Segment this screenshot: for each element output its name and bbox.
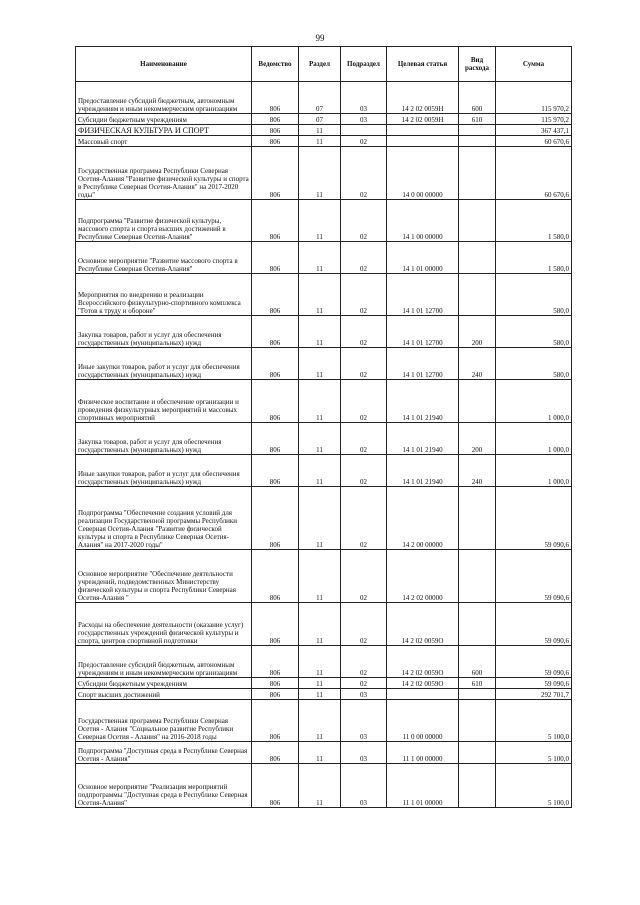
cell-subsection: 03 (341, 689, 387, 700)
cell-target-article: 11 0 00 00000 (387, 700, 459, 742)
cell-name: Иные закупки товаров, работ и услуг для обеспечения государственных (муниципальных) нужд (76, 348, 252, 380)
cell-expense-type: 610 (459, 678, 496, 689)
cell-name: Массовый спорт (76, 136, 252, 147)
cell-name: Спорт высших достижений (76, 689, 252, 700)
cell-department: 806 (252, 550, 299, 603)
cell-expense-type (459, 742, 496, 764)
table-row (76, 550, 572, 603)
cell-section: 11 (299, 125, 341, 136)
cell-department: 806 (252, 136, 299, 147)
table-row (76, 274, 572, 316)
cell-expense-type: 610 (459, 114, 496, 125)
cell-target-article (387, 125, 459, 136)
cell-sum: 5 100,0 (496, 700, 572, 742)
cell-sum: 59 090,6 (496, 550, 572, 603)
cell-subsection: 02 (341, 316, 387, 348)
cell-subsection: 02 (341, 242, 387, 274)
header-section: Раздел (299, 47, 341, 82)
cell-name: Закупка товаров, работ и услуг для обеспечения государственных (муниципальных) нужд (76, 316, 252, 348)
cell-section: 11 (299, 603, 341, 646)
cell-sum: 1 580,0 (496, 242, 572, 274)
table-row (76, 200, 572, 242)
header-subsection: Подраздел (341, 47, 387, 82)
cell-sum: 115 970,2 (496, 82, 572, 114)
cell-section: 11 (299, 646, 341, 678)
cell-section: 11 (299, 455, 341, 487)
table-row (76, 742, 572, 764)
cell-target-article: 14 1 01 21940 (387, 423, 459, 455)
header-sum: Сумма (496, 47, 572, 82)
cell-section: 11 (299, 274, 341, 316)
cell-expense-type (459, 550, 496, 603)
header-expense-type: Вид расхода (459, 47, 496, 82)
cell-department: 806 (252, 147, 299, 200)
table-row (76, 646, 572, 678)
cell-section: 11 (299, 200, 341, 242)
table-row (76, 678, 572, 689)
cell-section: 11 (299, 764, 341, 808)
cell-sum: 60 670,6 (496, 147, 572, 200)
cell-section: 11 (299, 136, 341, 147)
cell-department: 806 (252, 678, 299, 689)
cell-subsection: 02 (341, 423, 387, 455)
table-row (76, 764, 572, 808)
cell-department: 806 (252, 700, 299, 742)
cell-sum: 1 000,0 (496, 455, 572, 487)
cell-expense-type (459, 136, 496, 147)
cell-subsection: 02 (341, 147, 387, 200)
cell-expense-type (459, 147, 496, 200)
cell-section: 11 (299, 316, 341, 348)
cell-expense-type (459, 274, 496, 316)
cell-target-article: 11 1 00 00000 (387, 742, 459, 764)
cell-section: 07 (299, 82, 341, 114)
cell-department: 806 (252, 764, 299, 808)
cell-name: Физическое воспитание и обеспечение организации и проведения физкультурных мероприятий и массовых спортивных мероприятий (76, 380, 252, 423)
cell-expense-type: 600 (459, 646, 496, 678)
cell-sum: 5 100,0 (496, 764, 572, 808)
table-row (76, 380, 572, 423)
cell-sum: 1 000,0 (496, 380, 572, 423)
cell-section: 11 (299, 348, 341, 380)
cell-sum: 5 100,0 (496, 742, 572, 764)
cell-subsection (341, 125, 387, 136)
cell-target-article: 14 1 01 00000 (387, 242, 459, 274)
cell-name: Субсидии бюджетным учреждениям (76, 678, 252, 689)
table-row (76, 700, 572, 742)
cell-name: Закупка товаров, работ и услуг для обеспечения государственных (муниципальных) нужд (76, 423, 252, 455)
cell-target-article: 14 2 02 0059О (387, 646, 459, 678)
cell-name: Основное мероприятие "Реализация мероприятий подпрограммы "Доступная среда в Республике Северная Осетия-Алания" (76, 764, 252, 808)
cell-target-article: 14 1 01 12700 (387, 348, 459, 380)
cell-sum: 59 090,6 (496, 646, 572, 678)
cell-subsection: 02 (341, 274, 387, 316)
cell-name: Основное мероприятие "Обеспечение деятельности учреждений, подведомственных Министерству физической культуры и спорта Республики Северная Осетия-Алания " (76, 550, 252, 603)
cell-sum: 1 000,0 (496, 423, 572, 455)
cell-section: 11 (299, 742, 341, 764)
cell-sum: 1 580,0 (496, 200, 572, 242)
cell-name: Подпрограмма "Развитие физической культуры, массового спорта и спорта высших достижений в Республике Северная Осетия-Алания" (76, 200, 252, 242)
cell-sum: 59 090,6 (496, 678, 572, 689)
cell-section: 11 (299, 700, 341, 742)
table-row (76, 316, 572, 348)
cell-expense-type: 240 (459, 348, 496, 380)
cell-target-article: 14 2 02 0059Н (387, 82, 459, 114)
cell-name: Подпрограмма "Обеспечение создания условий для реализации Государственной программы Республики Северная Осетия-Алания "Развитие физической культуры и спорта в Республике Северная Осетия-Алания" на 2017-2020 годы" (76, 487, 252, 550)
cell-subsection: 02 (341, 348, 387, 380)
cell-expense-type (459, 242, 496, 274)
cell-section: 11 (299, 487, 341, 550)
cell-expense-type (459, 487, 496, 550)
cell-target-article: 14 2 02 0059О (387, 678, 459, 689)
cell-sum: 580,0 (496, 348, 572, 380)
cell-department: 806 (252, 274, 299, 316)
table-row (76, 82, 572, 114)
header-name: Наименование (76, 47, 252, 82)
cell-name: ФИЗИЧЕСКАЯ КУЛЬТУРА И СПОРТ (76, 125, 252, 136)
cell-expense-type: 600 (459, 82, 496, 114)
table-row (76, 423, 572, 455)
cell-department: 806 (252, 742, 299, 764)
cell-subsection: 02 (341, 678, 387, 689)
cell-target-article: 11 1 01 00000 (387, 764, 459, 808)
table-row (76, 689, 572, 700)
cell-target-article: 14 1 01 21940 (387, 455, 459, 487)
table-header-row (76, 47, 572, 82)
cell-target-article: 14 2 00 00000 (387, 487, 459, 550)
cell-subsection: 02 (341, 603, 387, 646)
table-row (76, 125, 572, 136)
cell-expense-type (459, 700, 496, 742)
cell-section: 11 (299, 550, 341, 603)
cell-name: Государственная программа Республики Северная Осетия - Алания "Социальное развитие Республики Северная Осетия - Алания" на 2016-2018 годы (76, 700, 252, 742)
table-row (76, 603, 572, 646)
cell-section: 11 (299, 689, 341, 700)
table-row (76, 114, 572, 125)
cell-section: 11 (299, 242, 341, 274)
cell-sum: 59 090,6 (496, 603, 572, 646)
cell-subsection: 03 (341, 82, 387, 114)
cell-subsection: 02 (341, 487, 387, 550)
cell-target-article: 14 0 00 00000 (387, 147, 459, 200)
cell-expense-type (459, 689, 496, 700)
cell-expense-type (459, 200, 496, 242)
cell-department: 806 (252, 646, 299, 678)
table-row (76, 242, 572, 274)
page-number: 99 (315, 33, 325, 43)
table-row (76, 487, 572, 550)
cell-subsection: 03 (341, 764, 387, 808)
cell-name: Мероприятия по внедрению и реализации Всероссийского физкультурно-спортивного комплекса "Готов к труду и обороне" (76, 274, 252, 316)
cell-expense-type: 200 (459, 316, 496, 348)
cell-expense-type: 200 (459, 423, 496, 455)
header-target-article: Целевая статья (387, 47, 459, 82)
cell-section: 11 (299, 678, 341, 689)
cell-sum: 292 701,7 (496, 689, 572, 700)
cell-subsection: 02 (341, 455, 387, 487)
table-row (76, 348, 572, 380)
cell-target-article: 14 2 02 0059Н (387, 114, 459, 125)
cell-expense-type (459, 764, 496, 808)
cell-subsection: 02 (341, 136, 387, 147)
header-department: Ведомство (252, 47, 299, 82)
cell-expense-type (459, 603, 496, 646)
cell-expense-type (459, 125, 496, 136)
cell-sum: 115 970,2 (496, 114, 572, 125)
cell-subsection: 03 (341, 114, 387, 125)
cell-department: 806 (252, 689, 299, 700)
cell-sum: 580,0 (496, 316, 572, 348)
cell-department: 806 (252, 242, 299, 274)
cell-target-article: 14 2 02 00000 (387, 550, 459, 603)
cell-subsection: 02 (341, 550, 387, 603)
cell-name: Государственная программа Республики Северная Осетия-Алания "Развитие физической культуры и спорта в Республике Северная Осетия-Алания" на 2017-2020 годы" (76, 147, 252, 200)
cell-section: 11 (299, 380, 341, 423)
cell-section: 11 (299, 147, 341, 200)
cell-target-article: 14 1 01 21940 (387, 380, 459, 423)
cell-department: 806 (252, 603, 299, 646)
cell-name: Основное мероприятие "Развитие массового спорта в Республике Северная Осетия-Алания" (76, 242, 252, 274)
cell-target-article (387, 136, 459, 147)
budget-table (75, 46, 572, 808)
cell-subsection: 02 (341, 200, 387, 242)
cell-subsection: 02 (341, 380, 387, 423)
cell-sum: 59 090,6 (496, 487, 572, 550)
cell-target-article: 14 1 00 00000 (387, 200, 459, 242)
cell-department: 806 (252, 125, 299, 136)
cell-sum: 60 670,6 (496, 136, 572, 147)
cell-department: 806 (252, 380, 299, 423)
cell-department: 806 (252, 348, 299, 380)
cell-department: 806 (252, 487, 299, 550)
cell-target-article: 14 1 01 12700 (387, 316, 459, 348)
cell-name: Предоставление субсидий бюджетным, автономным учреждениям и иным некоммерческим организациям (76, 646, 252, 678)
cell-name: Предоставление субсидий бюджетным, автономным учреждениям и иным некоммерческим организациям (76, 82, 252, 114)
cell-expense-type: 240 (459, 455, 496, 487)
cell-name: Иные закупки товаров, работ и услуг для обеспечения государственных (муниципальных) нужд (76, 455, 252, 487)
cell-target-article: 14 1 01 12700 (387, 274, 459, 316)
cell-department: 806 (252, 423, 299, 455)
table-row (76, 136, 572, 147)
cell-target-article (387, 689, 459, 700)
cell-sum: 367 437,1 (496, 125, 572, 136)
cell-sum: 580,0 (496, 274, 572, 316)
cell-name: Субсидии бюджетным учреждениям (76, 114, 252, 125)
cell-name: Расходы на обеспечение деятельности (оказание услуг) государственных учреждений физической культуры и спорта, центров спортивной подготовки (76, 603, 252, 646)
cell-department: 806 (252, 200, 299, 242)
cell-department: 806 (252, 316, 299, 348)
cell-target-article: 14 2 02 0059О (387, 603, 459, 646)
cell-section: 07 (299, 114, 341, 125)
cell-subsection: 03 (341, 700, 387, 742)
cell-subsection: 02 (341, 646, 387, 678)
table-row (76, 455, 572, 487)
cell-name: Подпрограмма "Доступная среда в Республике Северная Осетия - Алания" (76, 742, 252, 764)
table-row (76, 147, 572, 200)
cell-subsection: 03 (341, 742, 387, 764)
cell-department: 806 (252, 114, 299, 125)
cell-department: 806 (252, 455, 299, 487)
cell-expense-type (459, 380, 496, 423)
cell-department: 806 (252, 82, 299, 114)
cell-section: 11 (299, 423, 341, 455)
